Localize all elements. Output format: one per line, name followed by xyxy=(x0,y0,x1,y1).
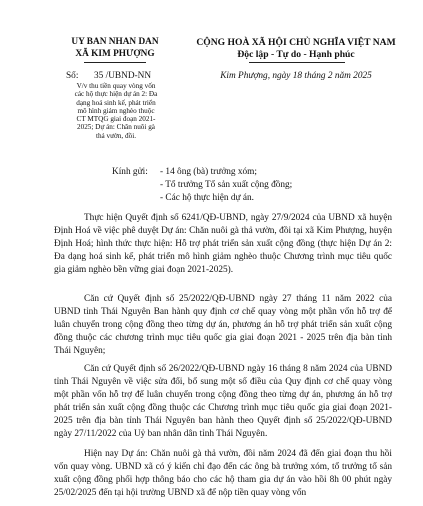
subject-line: các hộ thực hiện dự án 2: Đa xyxy=(74,90,158,99)
national-title: CỘNG HOÀ XÃ HỘI CHỦ NGHĨA VIỆT NAM xyxy=(196,37,396,48)
body-paragraph-3: Căn cứ Quyết định số 26/2022/QĐ-UBND ngày 16 tháng 8 năm 2024 của UBND tỉnh Thái Nguyên về việc sửa đổi, bổ sung một số điều của Quy định cơ chế quay vòng một phần vốn hỗ trợ để luân chuyển trong cộng đồng theo từng dự án, phương án hỗ trợ phát triển sản xuất cộng đồng thuộc các Chương trình mục tiêu quốc gia giai đoạn 2021-2025 trên địa bàn tỉnh Thái Nguyên ban hành theo Quyết định số 25/2022/QĐ-UBND ngày 27/11/2022 của Uỷ ban nhân dân tỉnh Thái Nguyên. xyxy=(54,364,392,440)
recipient-item: - 14 ông (bà) trưởng xóm; xyxy=(160,167,257,177)
subject-line: CT MTQG giai đoạn 2021- xyxy=(76,115,156,124)
body-paragraph-2: Căn cứ Quyết định số 25/2022/QĐ-UBND ngày 27 tháng 11 năm 2022 của UBND tỉnh Thái Nguyên Ban hành quy định cơ chế quay vòng một phần vốn hỗ trợ để luân chuyển trong cộng đồng theo từng dự án, phương án hỗ trợ phát triển sản xuất cộng đồng thuộc các chương trình mục tiêu quốc gia giai đoạn 2021 - 2025 trên địa bàn tỉnh Thái Nguyên; xyxy=(54,294,392,357)
org-name-line1: UY BAN NHAN DAN xyxy=(71,37,159,47)
national-motto: Độc lập - Tự do - Hạnh phúc xyxy=(237,49,355,60)
motto-underline xyxy=(249,62,345,63)
recipient-item: - Các hộ thực hiện dự án. xyxy=(160,193,254,203)
subject-line: V/v thu tiền quay vòng vốn xyxy=(76,82,156,90)
org-underline xyxy=(84,62,146,63)
subject-line: mô hình giảm nghèo thuộc xyxy=(77,106,155,115)
recipients-list xyxy=(160,166,292,205)
recipient-item: - Tổ trưởng Tổ sản xuất cộng đồng; xyxy=(160,180,293,190)
subject-line: 2025; Dự án: Chăn nuôi gà xyxy=(77,123,155,132)
document-number: 35 /UBND-NN xyxy=(94,71,152,81)
recipients-label: Kính gửi: xyxy=(112,167,148,177)
subject-line: dạng hoá sinh kế, phát triển xyxy=(76,98,156,107)
org-name-line2: XÃ KIM PHƯỢNG xyxy=(75,49,155,59)
body-paragraph-1: Thực hiện Quyết định số 6241/QĐ-UBND, ngày 27/9/2024 của UBND xã huyện Định Hoá về việc phê duyệt Dự án: Chăn nuôi gà thả vườn, đồi tại xã Kim Phượng, huyện Định Hoá; hình thức thực hiện: Hỗ trợ phát triển sản xuất cộng đồng (thực hiện Dự án 2: Đa dạng hoá sinh kế, phát triển mô hình giảm nghèo thuộc Chương trình mục tiêu quốc gia giảm nghèo bền vững giai đoạn 2021-2025). xyxy=(54,213,392,276)
document-subject xyxy=(60,82,172,140)
issue-date: Kim Phượng, ngày 18 tháng 2 năm 2025 xyxy=(220,71,372,81)
body-paragraph-4: Hiện nay Dự án: Chăn nuôi gà thả vườn, đồi năm 2024 đã đến giai đoạn thu hồi vốn quay vòng. UBND xã có ý kiến chỉ đạo đến các ông bà trưởng xóm, tổ trưởng tổ sản xuất cộng đồng phối hợp thông báo cho các hộ tham gia dự án vào hồi 8h 00 phút ngày 25/02/2025 đến tại hội trường UBND xã để nộp tiền quay vòng vốn xyxy=(54,449,392,499)
document-number-label: Số: xyxy=(66,71,79,81)
subject-line: thả vườn, đồi. xyxy=(95,131,137,140)
